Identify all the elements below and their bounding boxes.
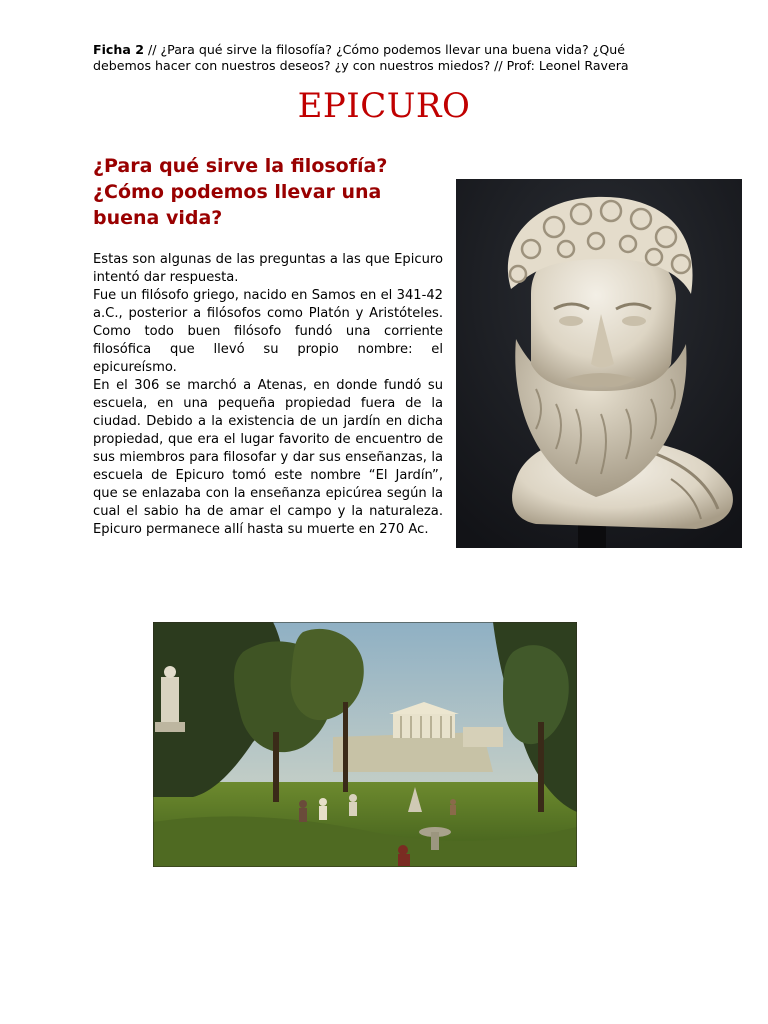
garden-painting-image [153,622,577,867]
paragraph: Estas son algunas de las preguntas a las que Epicuro intentó dar respuesta. [93,252,443,285]
body-text [93,251,443,539]
paragraph: En el 306 se marchó a Atenas, en donde fundó su escuela, en una pequeña propiedad fuera de la ciudad. Debido a la existencia de un jardín en dicha propiedad, que era el lugar favorito de encuentro de sus miembros para filosofar y dar sus enseñanzas, la escuela de Epicuro tomó este nombre “El Jardín”, que se enlazaba con la enseñanza epicúrea según la cual el sabio ha de amar el campo y la naturaleza. Epicuro permanece allí hasta su muerte en 270 Ac. [93,378,443,537]
paragraph: Fue un filósofo griego, nacido en Samos en el 341-42 a.C., posterior a filósofos como Platón y Aristóteles. Como todo buen filósofo fundó una corriente filosófica que llevó su propio nombre: el epicureísmo. [93,288,443,375]
worksheet-header [93,42,673,74]
epicurus-bust-image [456,179,742,548]
section-subtitle: ¿Para qué sirve la filosofía? ¿Cómo podemos llevar una buena vida? [93,155,388,229]
page-title: EPICURO [297,86,471,126]
worksheet-header-text: // ¿Para qué sirve la filosofía? ¿Cómo podemos llevar una buena vida? ¿Qué debemos hacer con nuestros deseos? ¿y con nuestros miedos? // Prof: Leonel Ravera [93,42,629,73]
worksheet-label: Ficha 2 [93,42,144,57]
